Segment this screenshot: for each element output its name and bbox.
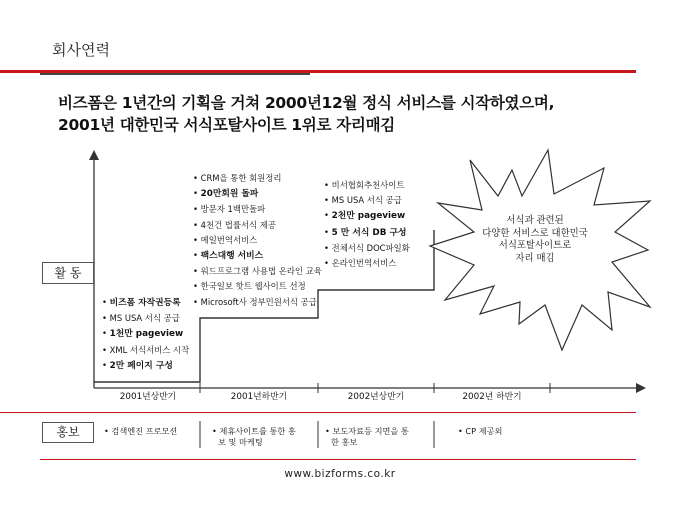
period-label: 2001년상반기 [119, 392, 177, 402]
list-item: • 1천만 pageview [102, 328, 184, 340]
page-title: 회사연력 [52, 41, 110, 59]
list-item: • 방문자 1백만돌파 [193, 204, 266, 215]
list-item: • 비서협회추천사이트 [324, 180, 405, 190]
list-item: • 20만회원 돌파 [193, 188, 259, 200]
headline-line-2: 2001년 대한민국 서식포탈사이트 1위로 자리매김 [58, 116, 395, 134]
list-item: • 메일번역서비스 [193, 234, 258, 245]
list-item: • 5 만 서식 DB 구성 [324, 226, 407, 238]
list-item: • 4천건 법률서식 제공 [193, 219, 276, 230]
list-item: • 비즈폼 자작권등록 [102, 297, 181, 308]
headline-line-1: 비즈폼은 1년간의 기획을 거쳐 2000년12월 정식 서비스를 시작하였으며, [58, 94, 555, 112]
activity-label: 활 동 [42, 262, 94, 284]
list-item: • 2만 페이지 구성 [102, 359, 173, 371]
list-item: • 워드프로그램 사용법 온라인 교육 [193, 266, 322, 277]
col3-list [324, 178, 410, 271]
list-item: • MS USA 서식 공급 [324, 195, 402, 206]
list-item: • MS USA 서식 공급 [102, 313, 180, 324]
list-item: • 온라인번역서비스 [324, 258, 397, 269]
col1-list [102, 295, 189, 374]
starburst-text: 서식과 관련된 다양한 서비스로 대한민국 서식포탈사이트로 자리 매김 [482, 215, 588, 264]
list-item: • 한국일보 핫트 웹사이트 선정 [193, 281, 306, 292]
x-axis-arrowhead [636, 383, 646, 393]
promo-item: • 보도자료등 지면을 통 한 홍보 [325, 426, 409, 447]
section-divider [0, 412, 636, 413]
list-item: • XML 서식서비스 시작 [102, 344, 190, 355]
footer-rule [40, 459, 636, 460]
list-item: • CRM을 통한 회원정리 [193, 173, 282, 183]
col2-list [193, 171, 322, 310]
list-item: • 전체서식 DOC파일화 [324, 242, 410, 253]
promo-label: 홍보 [42, 422, 94, 443]
list-item: • 2천만 pageview [324, 210, 406, 222]
promo-item: • CP 제공외 [458, 426, 503, 436]
list-item: • Microsoft사 정부민원서식 공급 [193, 296, 317, 307]
promo-item: • 검색엔진 프로모션 [104, 426, 178, 436]
promo-item: • 제휴사이트를 통한 홍 보 및 마케팅 [212, 426, 296, 447]
period-label: 2002년 하반기 [462, 392, 522, 402]
y-axis-arrowhead [89, 150, 99, 160]
period-label: 2002년상반기 [347, 392, 405, 402]
footer-url[interactable]: www.bizforms.co.kr [284, 468, 396, 480]
period-label: 2001년하반기 [230, 392, 288, 402]
list-item: • 팩스대행 서비스 [193, 250, 264, 262]
